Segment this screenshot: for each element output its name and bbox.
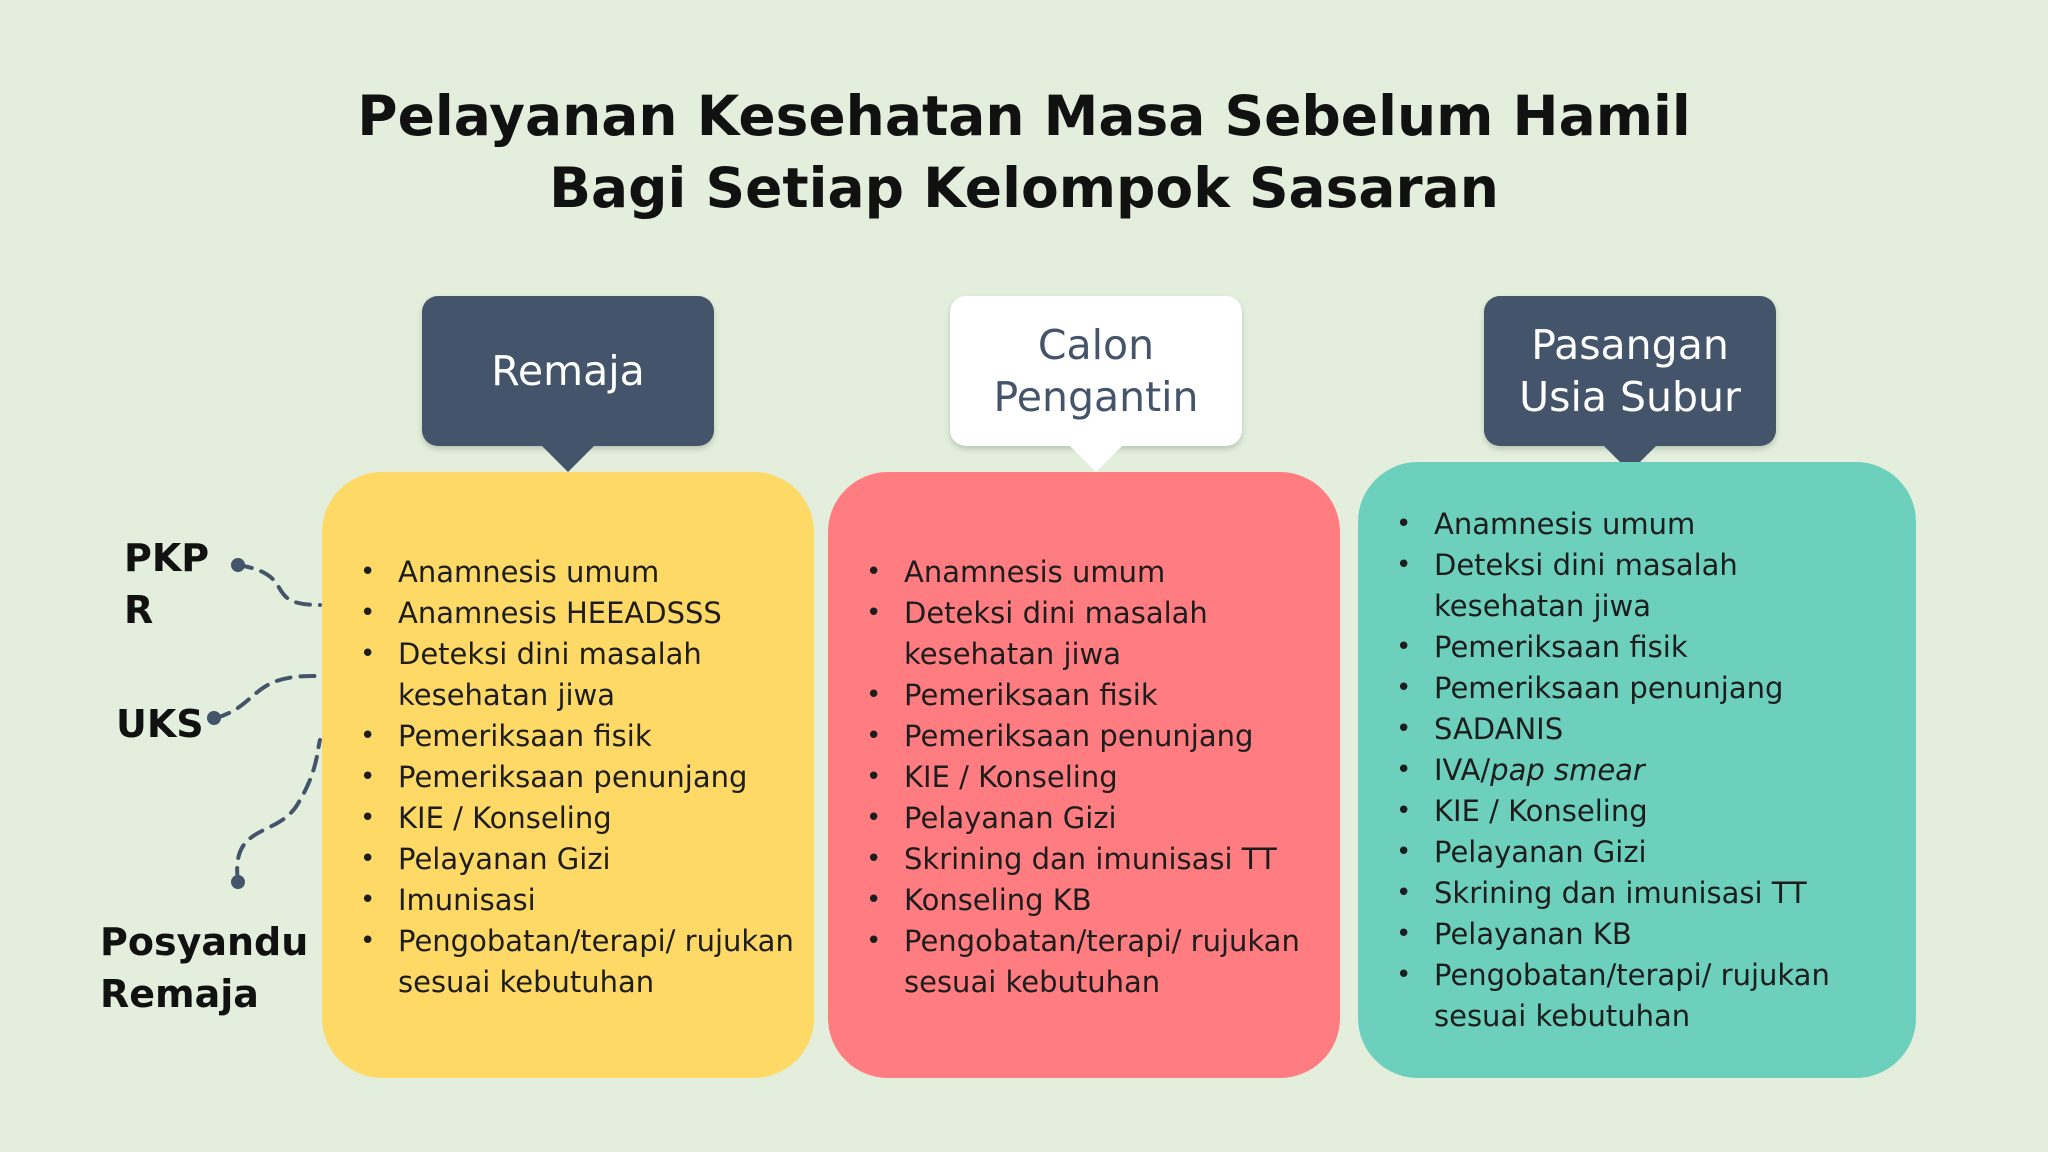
list-item: • SADANIS xyxy=(1396,709,1896,750)
list-remaja xyxy=(360,552,794,1003)
label-pkpr xyxy=(124,532,209,636)
list-pasangan-usia-subur xyxy=(1396,504,1896,1037)
list-item: • Skrining dan imunisasi TT xyxy=(866,839,1320,880)
list-item-italic-text: pap smear xyxy=(1490,753,1645,787)
list-item: • Pelayanan Gizi xyxy=(866,798,1320,839)
label-pkpr-line-1: PKP xyxy=(124,536,210,580)
list-item: • KIE / Konseling xyxy=(1396,791,1896,832)
list-item: • Imunisasi xyxy=(360,880,794,921)
connector-pkpr-dot xyxy=(231,558,245,572)
panel-remaja xyxy=(322,472,814,1078)
callout-pasangan-usia-subur-label: Pasangan Usia Subur xyxy=(1519,321,1741,421)
connector-pkpr xyxy=(238,565,320,605)
callout-calon-pengantin-pointer xyxy=(1068,444,1124,472)
list-item: • Deteksi dini masalah kesehatan jiwa xyxy=(1396,545,1896,627)
list-item: • Pemeriksaan penunjang xyxy=(1396,668,1896,709)
list-item: • Skrining dan imunisasi TT xyxy=(1396,873,1896,914)
list-item: • Pemeriksaan fisik xyxy=(1396,627,1896,668)
connector-posyandu xyxy=(237,740,320,882)
label-uks: UKS xyxy=(116,702,204,746)
callout-calon-pengantin xyxy=(950,296,1242,446)
connector-uks-dot xyxy=(207,711,221,725)
list-item: • Pengobatan/terapi/ rujukan sesuai kebutuhan xyxy=(1396,955,1896,1037)
callout-calon-pengantin-label: Calon Pengantin xyxy=(993,321,1199,421)
list-item: • Konseling KB xyxy=(866,880,1320,921)
label-posyandu-line-2: Remaja xyxy=(100,972,259,1016)
label-posyandu-line-1: Posyandu xyxy=(100,920,309,964)
list-item: • Deteksi dini masalah kesehatan jiwa xyxy=(866,593,1320,675)
list-item: • KIE / Konseling xyxy=(866,757,1320,798)
callout-pasangan-usia-subur xyxy=(1484,296,1776,446)
title-line-2: Bagi Setiap Kelompok Sasaran xyxy=(549,156,1499,220)
list-item: • Pelayanan KB xyxy=(1396,914,1896,955)
callout-remaja-pointer xyxy=(540,444,596,472)
list-item: • Pelayanan Gizi xyxy=(360,839,794,880)
list-item: • Pemeriksaan fisik xyxy=(360,716,794,757)
slide-title xyxy=(0,80,2048,224)
list-item xyxy=(1396,750,1896,791)
list-item: • Pengobatan/terapi/ rujukan sesuai kebutuhan xyxy=(360,921,794,1003)
list-item: • Anamnesis umum xyxy=(360,552,794,593)
title-line-1: Pelayanan Kesehatan Masa Sebelum Hamil xyxy=(357,84,1691,148)
list-item: • Pelayanan Gizi xyxy=(1396,832,1896,873)
list-item: • Pemeriksaan penunjang xyxy=(360,757,794,798)
list-item: • Anamnesis umum xyxy=(866,552,1320,593)
list-item: • Pengobatan/terapi/ rujukan sesuai kebutuhan xyxy=(866,921,1320,1003)
list-item: • Anamnesis umum xyxy=(1396,504,1896,545)
list-item-text: IVA/ xyxy=(1434,753,1491,787)
panel-pasangan-usia-subur xyxy=(1358,462,1916,1078)
callout-remaja-label: Remaja xyxy=(491,347,645,395)
panel-calon-pengantin xyxy=(828,472,1340,1078)
list-item: • Pemeriksaan penunjang xyxy=(866,716,1320,757)
list-item: • Anamnesis HEEADSSS xyxy=(360,593,794,634)
list-item: • Deteksi dini masalah kesehatan jiwa xyxy=(360,634,794,716)
connector-uks xyxy=(216,676,316,718)
connector-posyandu-dot xyxy=(231,875,245,889)
list-calon-pengantin xyxy=(866,552,1320,1003)
callout-remaja xyxy=(422,296,714,446)
label-pkpr-line-2: R xyxy=(124,588,154,632)
list-item: • KIE / Konseling xyxy=(360,798,794,839)
label-posyandu-remaja xyxy=(100,916,308,1020)
list-item: • Pemeriksaan fisik xyxy=(866,675,1320,716)
